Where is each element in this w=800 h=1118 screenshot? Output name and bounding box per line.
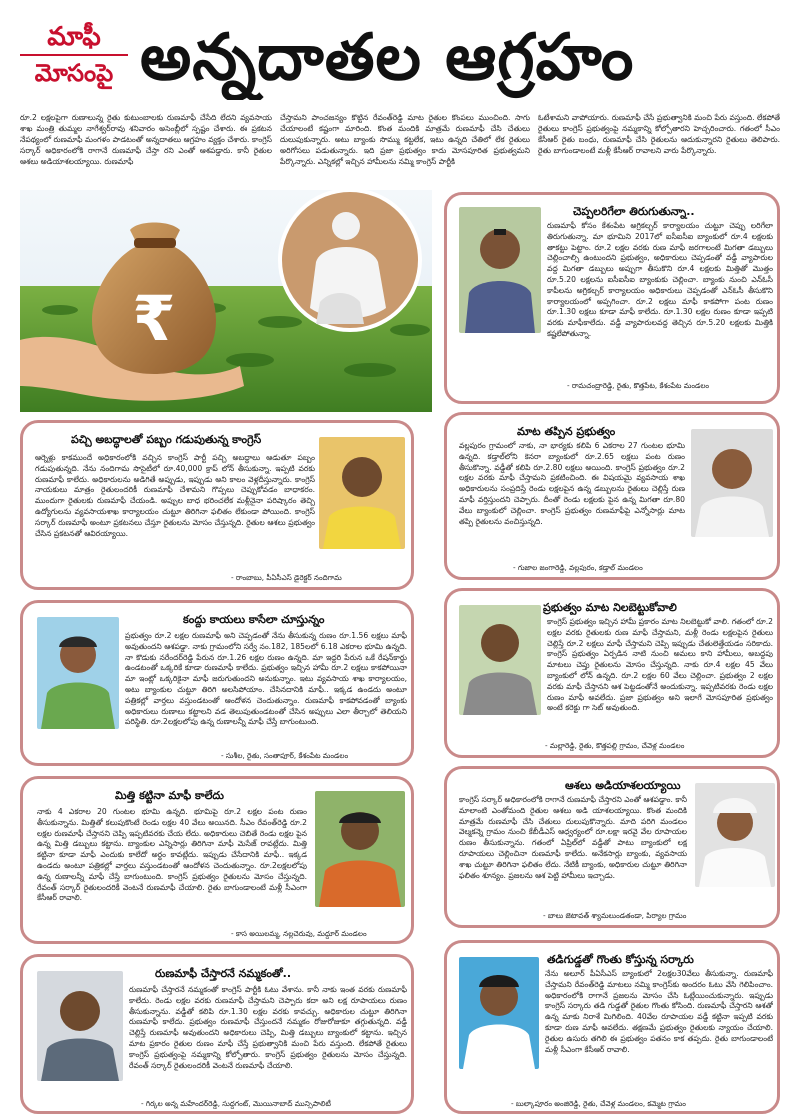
- card-body: రుణమాఫీ కోసం కేశంపేట అగ్రికల్చర్ కార్యాలయం చుట్టూ చెప్పు లరిగేలా తిరుగుతున్నా. మా భూమిని 2017లో ఐసీఐసీఐ బ్యాంకులో రూ.4 లక్షలకు తాకట్టు పెట్టాం. రూ.2 లక్షల వరకు రుణ మాఫీ జరగాలంటే మిగతా డబ్బులు చెల్లించాల్సి ఉంటుందని ప్రభుత్వం, అధికారులు చెప్పడంతో వడ్డీ వ్యాపారుల వద్ద మిగతా డబ్బులు అప్పుగా తీసుకొని రూ.4 లక్షలకు మిత్తితో మొత్తం రూ.5.20 లక్షలను ఐసీఐసీఐ బ్యాంకుకు చెల్లించా. బ్యాంకు నుంచి ఎన్‌ఓసీ కాపీలను అగ్రికల్చర్ కార్యాలయం అధికారులు చెప్పడంతో ఎన్‌ఓసీ తీసుకొని కార్యాలయంలో అప్పగించా. రూ.2 లక్షలు మాఫీ కాకపోగా పంట రుణం రూ.1.30 లక్షలు కూడా మాఫీ కాలేదు. రూ.1.30 లక్షల రుణం కూడా ఇప్పటి వరకు మాఫీకాలేదు. వడ్డీ వ్యాపారులవద్ద తెచ్చిన రూ.5.20 లక్షలకు మిత్తికి కష్టలేపోతున్నా.: [547, 221, 773, 338]
- testimonial-card: [20, 420, 414, 590]
- hero-illustration: [20, 190, 432, 412]
- intro-column-2: చేస్తామని పాంచజన్యం కొట్టిన రేవంత్‌రెడ్డి మాట రైతుల కొంపలు ముంచింది. సాగు చేయాలంటే కష్టంగా మారింది. కొంత మందికి మాత్రమే రుణమాఫీ చేసి చేతులు దులుపుకున్నారు. అటు బ్యాంకు సొమ్ము కట్టలేక, ఇటు ఉన్నది చేతిలో లేక రైతులు అరిగోసలు పడుతున్నారు. ఇది ప్రజా ప్రభుత్వం కాదు మోసపూరిత ప్రభుత్వమని పేర్కొన్నారు. ఎన్నికల్లో ఇచ్చిన హామీలను నమ్మి కాంగ్రెస్ పార్టీకి: [280, 113, 530, 166]
- card-body: కాంగ్రెస్ ప్రభుత్వం ఇచ్చిన హామీ ప్రకారం మాట నిలబెట్టుకో వాలి. గతంలో రూ.2 లక్షల వరకు రైతులకు రుణ మాఫీ చేస్తామని, మళ్లీ రెండు లక్షలపైన రైతులు చెల్లిస్తే రూ.2 లక్షలు మాఫీ చేస్తామని చెప్పి ఇప్పుడు చేతులెత్తేయడం సరికాదు. కాంగ్రెస్ ప్రభుత్వం ఏర్పడిన నాటి నుంచి అమలు కాని హామీలు, అబద్దపు మాటలు చెప్తు రైతులను మోసం చేస్తున్నది. నాకు రూ.4 లక్షల 45 వేలు బ్యాంకులో లోన్ ఉన్నది. రూ.2 లక్షల 60 వేలు చెల్లించా. ప్రభుత్వం 2 లక్షల వరకు మాఫీ చేస్తానని ఆశ పెట్టడంతోనే అందుకున్నా. ఇప్పటివరకు రెండు లక్షల రుణం మాఫీ అవలేదు. ప్రజా ప్రభుత్వం అని ఇలాగే మోసపూరిత ప్రభుత్వం అంటే కరెక్టు గా సెట్ అవుతుంది.: [547, 617, 773, 713]
- card-title: తడిగుడ్డతో గొంతు కోస్తున్న సర్కారు: [547, 953, 694, 966]
- farmer-photo: [315, 791, 405, 907]
- card-body: కాంగ్రెస్ సర్కార్ అధికారంలోకి రాగానే రుణమాఫీ చేస్తారని ఎంతో ఆశపడ్డాం. కానీ మాలాంటి ఎంతోమంది రైతుల ఆశలు అడి యాశలయ్యాయి. కొంత మందికి మాత్రమే రుణమాఫీ చేసి చేతులు దులుపుకొన్నారు. మాది పరిగి మండలం వెల్మకన్నె గ్రామం నుంచి కేబీడీఎస్ ఆధ్వర్యంలో రూ.లక్షా ఇరవై వేల రూపాయల రుణం తీసుకున్నాను. గతంలో ఏప్రిల్‌లో వడ్డీతో పాటు బ్యాంకులో లక్ష రూపాయలు చెల్లించినా రుణమాఫీ కాలేదు. అనేకసార్లు బ్యాంకు, వ్యవసాయ శాఖ చుట్టూ తిరిగినా ఫలితం లేదు. నేటికీ బ్యాంకు, అధికారుల చుట్టూ తిరిగినా ఫలితం శూన్యం. ప్రజలను ఆశ పెట్టి హామీలు ఇచ్చాడు.: [459, 795, 687, 880]
- card-title: పచ్చి అబద్ధాలతో పబ్బం గడుపుతున్న కాంగ్రెస్: [71, 433, 262, 446]
- testimonial-card: [444, 766, 780, 928]
- card-title: చెప్పలరిగేలా తిరుగుతున్నా..: [573, 205, 695, 218]
- testimonial-card: [20, 600, 414, 766]
- card-title: ఆశలు అడియాశలయ్యాయి: [565, 779, 681, 792]
- page-title: అన్నదాతల ఆగ్రహం: [140, 20, 635, 95]
- card-title: మిత్తి కట్టినా మాఫీ కాలేదు: [115, 789, 224, 802]
- kicker-line-1: మాఫీ: [47, 22, 101, 52]
- farmer-photo: [459, 207, 541, 333]
- farmer-photo: [691, 429, 773, 537]
- farmer-photo: [319, 437, 405, 549]
- card-signature: - గిర్కల అన్న మహేందర్‌రెడ్డి, సుద్దగంట్, మొయినాబాద్ మున్సిపాలిటీ: [141, 1099, 331, 1108]
- intro-column-3: ఓటేశామని వాపోయారు. రుణమాఫీ చేసే ప్రభుత్వానికి మంచి పేరు వస్తుంది. లేకపోతే రైతులు కాంగ్రెస్ ప్రభుత్వంపై నమ్మకాన్ని కోల్పోతారని హెచ్చరించారు. గతంలో సీఎం కేసీఆర్ రైతు బంధు, రుణమాఫీ చేసి రైతులను ఆదుకున్నారని రైతులు తెలిపారు. రైతు బాగుండాలంటే మళ్లీ కేసీఆర్ రావాలని వారు పేర్కొన్నారు.: [538, 113, 780, 155]
- headline-kicker: [20, 20, 128, 90]
- farmer-photo: [37, 971, 123, 1081]
- testimonial-card: [444, 412, 780, 580]
- headline: [0, 0, 800, 108]
- testimonial-card: [444, 192, 780, 404]
- farmer-photo: [459, 605, 541, 715]
- card-title: కంద్దు కాయలు కాసేలా చూస్తున్నం: [183, 613, 325, 626]
- card-body: రుణమాఫీ చేస్తారనే నమ్మకంతో కాంగ్రెస్ పార్టీకి ఓటు వేశాను. కానీ నాకు ఇంత వరకు రుణమాఫీ కాలేదు. రెండు లక్షల వరకు రుణమాఫీ చేస్తామని చెప్పారు కదా అని లక్ష రూపాయలు రుణం తీసుకున్నాను. వడ్డీతో కలిపి రూ.1.30 లక్షల వరకు కావచ్చు. అధికారుల చుట్టూ తిరిగినా రుణమాఫీ కాలేదు. ప్రభుత్వం రుణమాఫీ చేస్తుందనే నమ్మకం రోజురోజుకూ తగ్గుతున్నది. వడ్డీ చెల్లిస్తే రుణమాఫీ అవుతుందని అధికారులు చెప్పి, మిత్తి డబ్బులు బ్యాంకులో కట్టాను. ఇచ్చిన మాట ప్రకారం రైతుల రుణం మాఫీ చేస్తే ప్రభుత్వానికి మంచి పేరు వస్తుంది. లేకపోతే రైతులు కాంగ్రెస్ ప్రభుత్వంపై నమ్మకాన్ని కోల్పోతారు. కాంగ్రెస్ ప్రభుత్వం రైతులను మోసం చేస్తున్నది. రేవంత్ సర్కార్ రైతులందరికీ వెంటనే రుణమాఫీ చేయాలి.: [129, 985, 407, 1070]
- rupee-icon: ₹: [132, 282, 176, 355]
- card-title: ప్రభుత్వం మాట నిలబెట్టుకోవాలి: [543, 601, 677, 614]
- farmer-photo: [37, 617, 119, 729]
- testimonial-card: [20, 954, 414, 1114]
- card-body: ప్రభుత్వం రూ.2 లక్షల రుణమాఫీ అని చెప్పడంతో నేను తీసుకున్న రుణం రూ.1.56 లక్షలు మాఫీ అవుతుందని ఆశపడ్డా. నాకు గ్రామంలోని సర్వే నం.182, 185లలో 6.18 ఎకరాల భూమి ఉన్నది. నా కొడుకు నరేందర్‌రెడ్డి పేరున రూ.1.26 లక్షల రుణం ఉన్నది. మా ఇద్దరి పేరున ఒకే రేషన్‌కార్డు ఉండటంతో ఒక్కరికే కూడా రుణమాఫీ కాలేదు. ప్రభుత్వం ఇచ్చిన హామీ రూ.2 లక్షలు కాకపోయినా మా ఇంట్లో ఒక్కరికైనా మాఫీ జరుగుతుందని అనుకున్నాం. ఇటు వ్యవసాయ శాఖ కార్యాలయం, అటు బ్యాంకుల చుట్టూ తిరిగి అలసిపోయాం. చేసినదానికి మాఫీ.. ఇక్కడ ఉండదు అంటూ పత్రికల్లో వార్తలు వస్తుండటంతో ఆందోళన చెందుతున్నాం. రుణమాఫీ కాకపోవడంతో బ్యాంకు అధికారులు రుణాలు కట్టాలని వడ తెలుపుతుండటంతో చేసిన అప్పులు ఎలా తీర్చాలో తెలియని పరిస్థితి. రూ.2లక్షలలోపు ఉన్న రుణాలన్నీ మాఫీ చేస్తే బాగుంటుంది.: [125, 631, 407, 727]
- card-signature: - కాస అయిలమ్మ, నల్లచెరువు, మద్దూర్ మండలం: [231, 929, 367, 938]
- testimonial-card: [444, 940, 780, 1114]
- testimonial-card: [20, 776, 414, 944]
- card-signature: - గుజాల జంగారెడ్డి, వల్లపురం, కడ్తాల్ మండలం: [513, 563, 643, 572]
- card-title: మాట తప్పిన ప్రభుత్వం: [517, 425, 616, 438]
- kicker-line-2: మోసంపై: [20, 54, 128, 90]
- card-signature: - బుల్కాపూరం అంజిరెడ్డి, రైతు, చేవెళ్ల మండలం, కమ్మెట గ్రామం: [511, 1099, 686, 1108]
- card-body: వల్లపురం గ్రామంలో నాకు, నా భార్యకు కలిపి 6 ఎకరాల 27 గుంటల భూమి ఉన్నది. కడ్తాల్‌లోని కెనరా బ్యాంకులో రూ.2.65 లక్షలు పంట రుణం తీసుకొన్నా. వడ్డీతో కలిపి రూ.2.80 లక్షలు అయింది. కాంగ్రెస్ ప్రభుత్వం రూ.2 లక్షల వరకు మాఫీ చేస్తామని ప్రకటించింది. ఈ విషయమై వ్యవసాయ శాఖ అధికారులను సంప్రదిస్తే రెండు లక్షలపైన ఉన్న డబ్బులను రైతులు చెల్లిస్తే రుణ మాఫీ వర్తిస్తుందని చెప్పారు. దీంతో రెండు లక్షలకు పైన ఉన్న మిగతా రూ.80 వేలు బ్యాంకులో చెల్లించా. కాంగ్రెస్ ప్రభుత్వం రుణమాఫీపై ఎన్నోసార్లు మాట తప్పి రైతులను వంచిస్తున్నది.: [459, 441, 685, 526]
- hero-image: [20, 190, 432, 412]
- card-signature: - మల్లారెడ్డి, రైతు, కొత్తపల్లి గ్రామం, చేవెళ్ల మండలం: [545, 741, 685, 750]
- farmer-photo: [695, 783, 775, 887]
- card-signature: - రాంబాబు, పీఏసీఎస్ డైరెక్టర్ నందిగామ: [231, 573, 342, 582]
- card-signature: - రామచంద్రారెడ్డి, రైతు, కొత్తపేట, కేశంపేట మండలం: [567, 381, 710, 390]
- card-signature: - సుశీల, రైతు, సంతాపూర్, కేశంపేట మండలం: [221, 751, 349, 760]
- intro-column-1: రూ.2 లక్షలపైగా రుణాలున్న రైతు కుటుంబాలకు రుణమాఫీ చేసేది లేదని వ్యవసాయ శాఖ మంత్రి తుమ్మల నాగేశ్వర్‌రావు శనివారం అసెంబ్లీలో స్పష్టం చేశారు. ఈ ప్రకటన నేపథ్యంలో రుణమాఫీ మంగళం పాడటంతో అన్నదాతలు ఆగ్రహం వ్యక్తం చేశారు. కాంగ్రెస్ సర్కార్ అధికారంలోకి రాగానే రుణమాఫీ చేస్తా రని ఎంతో ఆశపడ్డారు. కానీ రైతుల ఆశలు అడియాశలయ్యాయి. రుణమాఫీ: [20, 113, 272, 166]
- card-title: రుణమాఫీ చేస్తారనే నమ్మకంతో..: [155, 967, 292, 980]
- testimonial-card: [444, 588, 780, 758]
- card-body: ఆర్నెళ్లు కాకముందే అధికారంలోకి వచ్చిన కాంగ్రెస్ పార్టీ పచ్చి అబద్ధాలు ఆడుతూ పబ్బం గడుపుతున్నది. నేను నందిగామ సొసైటీలో రూ.40,000 క్రాప్ లోన్ తీసుకున్నా. ఇప్పటి వరకు రుణమాఫీ కాలేదు. అధికారులను అడిగితే అప్పుడు, ఇప్పుడు అని కాలం వెళ్లదీస్తున్నారు. కాంగ్రెస్ నాయకులు మాత్రం రైతులందరికీ రుణమాఫీ చేశామని గొప్పలు చెప్పుకోవడం బాధాకరం. ముందుగా రైతులకు రుణమాఫీ చేయండి. అప్పుల బాధ భరించలేక మళ్లీనైనా పరిష్కారం తెచ్చి ఉద్యోగులను వ్యవసాయశాఖ కార్యాలయం చుట్టూ తిరిగినా ఫలితం లేకుండా పోయింది. కాంగ్రెస్ సర్కార్ రుణమాఫీ అంటూ ప్రకటనలు చేస్తూ రైతులను మోసం చేస్తున్నది. రైతుల ఆశలు ప్రభుత్వం చేసిన ప్రకటనతో ఆవిరయ్యాయి.: [35, 453, 315, 538]
- farmer-photo: [459, 957, 539, 1069]
- card-body: నాకు 4 ఎకరాల 20 గుంటల భూమి ఉన్నది. భూమిపై రూ.2 లక్షల పంట రుణం తీసుకున్నాను. మిత్తితో కలుపుకొంటే రెండు లక్షల 40 వేలు అయినది. సీఎం రేవంత్‌రెడ్డి రూ.2 లక్షల రుణమాఫీ చేస్తానని చెప్పి ఇప్పటివరకు చేయ లేదు. అధికారులు చెబితే రెండు లక్షల పైన ఉన్న మిత్తి డబ్బులు కట్టాను. బ్యాంకుల ఎన్నిసార్లు తిరిగినా మాఫీ మెసేజ్ రావట్లేదు. మిత్తి కట్టినా కూడా మాఫీ ఎందుకు కాలేదో అర్థం కావట్లేదు. ఇప్పుడు చేసేదానికి మాఫీ.. ఇక్కడ ఉండదు అంటూ పత్రికల్లో వార్తలు వస్తుండటంతో ఆందోళన చెందుతున్నాం. రూ.2లక్షలలోపు ఉన్న రుణాలన్నీ మాఫీ చేస్తే బాగుంటుంది. కాంగ్రెస్ ప్రభుత్వం రైతులను మోసం చేస్తున్నది. రేవంత్ సర్కార్ రైతులందరికీ వెంటనే రుణమాఫీ చేయాలి. రైతు బాగుండాలంటే మళ్లీ సీఎంగా కేసీఆర్ రావాలి.: [37, 807, 307, 903]
- card-signature: - బాలు జెటావత్ శ్యామలుండతండా, పిర్యాల గ్రామం: [543, 911, 687, 920]
- card-body: నేను అలూర్ పీఏసీఎస్ బ్యాంకులో 2లక్షల30వేలు తీసుకున్నా. రుణమాఫీ చేస్తామని రేవంత్‌రెడ్డి మాటలు నమ్మి కాంగ్రెస్‌కు అందరం ఓటు వేసి గెలిపించాం. అధికారంలోకి రాగానే ప్రజలను మోసం చేసి ఓట్లేయించుకున్నారు. ఇప్పుడు కాంగ్రెస్ సర్కారు తడి గుడ్డతో రైతుల గొంతు కోసింది. రుణమాఫీ చేస్తారని ఆశతో ఉన్న మాకు నిరాశే మిగిలింది. 40వేల రూపాయల వడ్డీ కట్టినా ఇప్పటి వరకు కూడా రుణ మాఫీ అవలేదు. తక్షణమే ప్రభుత్వం రైతులకు న్యాయం చేయాలి. రైతుల ఉసురు తగిలి ఈ ప్రభుత్వం పతనం కాక తప్పదు. రైతు బాగుండాలంటే మళ్లీ సీఎంగా కేసీఆర్ రావాలి.: [545, 969, 773, 1054]
